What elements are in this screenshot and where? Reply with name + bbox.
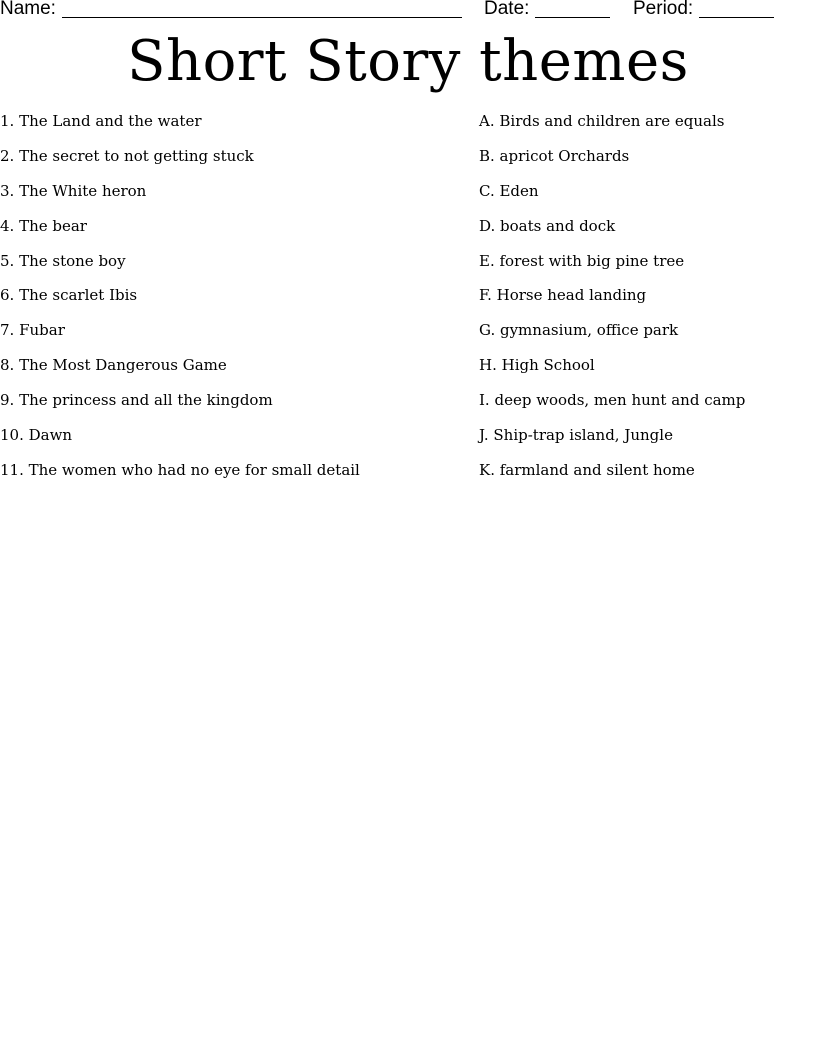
answer-list — [479, 109, 816, 493]
period-label: Period: — [633, 0, 694, 19]
question-item: 6. The scarlet Ibis — [0, 286, 138, 305]
question-item: 7. Fubar — [0, 321, 65, 340]
answer-item: H. High School — [479, 356, 595, 375]
answer-item: F. Horse head landing — [479, 286, 647, 305]
answer-item: D. boats and dock — [479, 216, 616, 235]
answer-item: C. Eden — [479, 181, 539, 200]
name-blank[interactable] — [62, 17, 462, 18]
header-fields — [0, 0, 816, 22]
question-item: 9. The princess and all the kingdom — [0, 391, 273, 410]
question-item: 11. The women who had no eye for small detail — [0, 460, 360, 479]
question-item: 3. The White heron — [0, 181, 147, 200]
question-item: 10. Dawn — [0, 426, 73, 445]
answer-item: E. forest with big pine tree — [479, 251, 685, 270]
date-label: Date: — [484, 0, 530, 19]
question-item: 4. The bear — [0, 216, 87, 235]
answer-item: J. Ship-trap island, Jungle — [479, 426, 673, 445]
question-list — [0, 109, 460, 493]
answer-item: G. gymnasium, office park — [479, 321, 679, 340]
name-label: Name: — [0, 0, 56, 19]
period-blank[interactable] — [699, 17, 774, 18]
question-item: 8. The Most Dangerous Game — [0, 356, 227, 375]
question-item: 2. The secret to not getting stuck — [0, 146, 254, 165]
question-item: 5. The stone boy — [0, 251, 126, 270]
answer-item: B. apricot Orchards — [479, 146, 630, 165]
answer-item: A. Birds and children are equals — [479, 112, 725, 130]
answer-item: K. farmland and silent home — [479, 460, 695, 479]
date-blank[interactable] — [535, 17, 610, 18]
answer-item: I. deep woods, men hunt and camp — [479, 391, 746, 410]
page-title: Short Story themes — [127, 29, 689, 94]
question-item: 1. The Land and the water — [0, 112, 202, 130]
